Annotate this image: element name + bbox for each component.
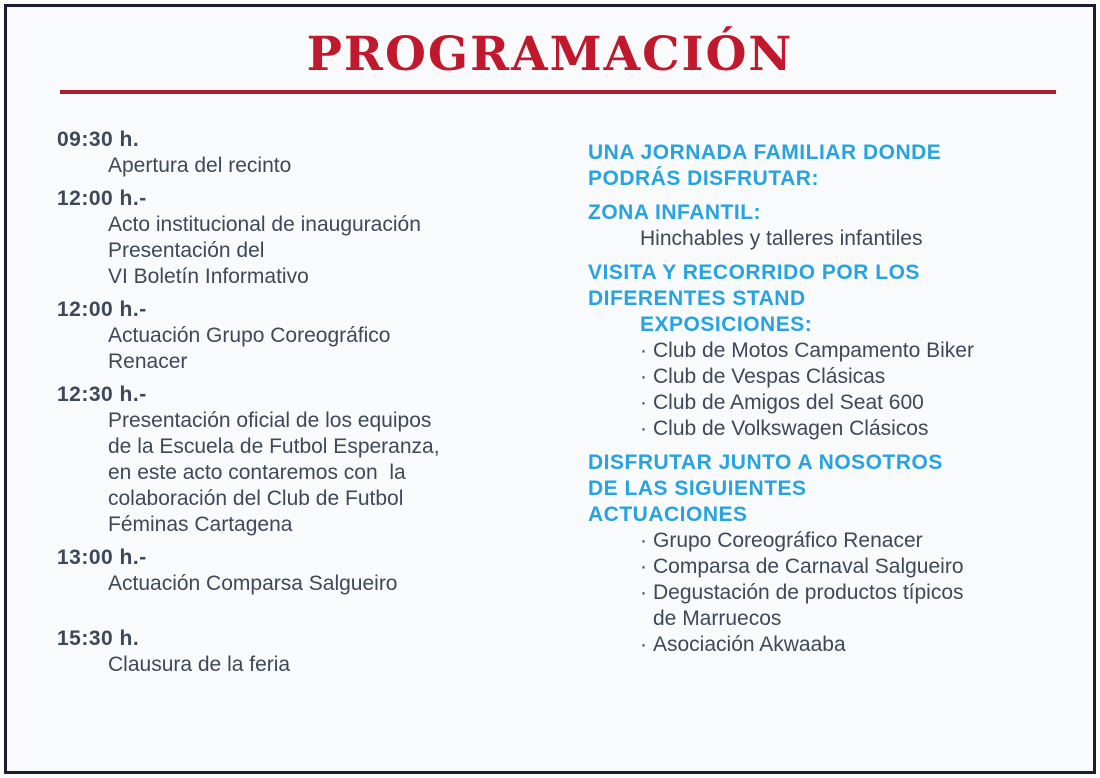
list-item: [640, 390, 1093, 416]
list-item: [640, 416, 1093, 442]
section-heading: DIFERENTES STAND: [588, 286, 806, 310]
list-item: [640, 632, 1093, 658]
bullet-dot-icon: ·: [640, 554, 647, 578]
schedule-description-line: Apertura del recinto: [108, 153, 292, 177]
schedule-time: 09:30 h.: [57, 127, 140, 151]
page-title: PROGRAMACIÓN: [306, 27, 794, 82]
section-heading: DISFRUTAR JUNTO A NOSOTROS: [588, 450, 943, 474]
info-section-zona-infantil: [588, 200, 1093, 252]
list-item-text: Grupo Coreográfico Renacer: [653, 528, 923, 552]
list-item-text: Asociación Akwaaba: [653, 632, 846, 656]
schedule-time: 15:30 h.: [57, 626, 140, 650]
section-text-line: Hinchables y talleres infantiles: [640, 226, 923, 250]
schedule-description-line: colaboración del Club de Futbol: [108, 486, 404, 510]
flyer-frame: [4, 4, 1096, 774]
list-item: [640, 338, 1093, 364]
schedule-column: [7, 127, 550, 685]
bullet-dot-icon: ·: [640, 632, 647, 656]
schedule-time: 13:00 h.-: [57, 545, 147, 569]
schedule-description-line: de la Escuela de Futbol Esperanza,: [108, 434, 440, 458]
schedule-item: [57, 127, 550, 179]
schedule-description: [57, 153, 550, 179]
section-heading: ACTUACIONES: [588, 502, 748, 526]
schedule-description: [57, 212, 550, 290]
bullet-dot-icon: ·: [640, 338, 647, 362]
schedule-time: 12:00 h.-: [57, 297, 147, 321]
schedule-description-line: Actuación Grupo Coreográfico: [108, 323, 391, 347]
schedule-item: [57, 297, 550, 375]
schedule-description-line: VI Boletín Informativo: [108, 264, 309, 288]
schedule-description: [57, 571, 550, 597]
schedule-description-line: Actuación Comparsa Salgueiro: [108, 571, 398, 595]
section-text: [588, 226, 1093, 252]
section-heading: DE LAS SIGUIENTES: [588, 476, 807, 500]
list-item-text: Club de Amigos del Seat 600: [653, 390, 924, 414]
list-item: [640, 580, 1093, 632]
list-item: [640, 528, 1093, 554]
info-section-exposiciones: [588, 260, 1093, 442]
schedule-time: 12:30 h.-: [57, 382, 147, 406]
actuaciones-list: [588, 528, 1093, 658]
section-heading: UNA JORNADA FAMILIAR DONDE: [588, 140, 942, 164]
list-item-text: Comparsa de Carnaval Salgueiro: [653, 554, 964, 578]
content-columns: [7, 127, 1093, 685]
schedule-item: [57, 626, 550, 678]
schedule-description-line: Renacer: [108, 349, 188, 373]
list-item: [640, 554, 1093, 580]
exposiciones-list: [588, 338, 1093, 442]
list-item-text: Degustación de productos típicos de Marruecos: [653, 580, 964, 630]
schedule-description-line: Presentación oficial de los equipos: [108, 408, 432, 432]
schedule-description-line: Clausura de la feria: [108, 652, 291, 676]
list-item-text: Club de Volkswagen Clásicos: [653, 416, 929, 440]
bullet-dot-icon: ·: [640, 364, 647, 388]
list-item-text: Club de Motos Campamento Biker: [653, 338, 974, 362]
section-heading: ZONA INFANTIL:: [588, 200, 762, 224]
list-item-text: Club de Vespas Clásicas: [653, 364, 886, 388]
schedule-item: [57, 382, 550, 538]
info-section-actuaciones: [588, 450, 1093, 658]
info-column: [550, 127, 1093, 685]
title-underline: [60, 90, 1056, 94]
schedule-description: [57, 408, 550, 538]
schedule-description-line: Acto institucional de inauguración: [108, 212, 421, 236]
schedule-description-line: Presentación del: [108, 238, 265, 262]
schedule-item: [57, 186, 550, 290]
schedule-description-line: en este acto contaremos con la: [108, 460, 406, 484]
section-heading: PODRÁS DISFRUTAR:: [588, 166, 819, 190]
schedule-description: [57, 323, 550, 375]
bullet-dot-icon: ·: [640, 390, 647, 414]
info-section-jornada: [588, 140, 1093, 192]
list-item: [640, 364, 1093, 390]
section-heading: VISITA Y RECORRIDO POR LOS: [588, 260, 920, 284]
schedule-item: [57, 545, 550, 597]
schedule-description: [57, 652, 550, 678]
bullet-dot-icon: ·: [640, 416, 647, 440]
schedule-description-line: Féminas Cartagena: [108, 512, 293, 536]
schedule-time: 12:00 h.-: [57, 186, 147, 210]
bullet-dot-icon: ·: [640, 580, 647, 604]
section-subheading: EXPOSICIONES:: [640, 312, 813, 336]
bullet-dot-icon: ·: [640, 528, 647, 552]
